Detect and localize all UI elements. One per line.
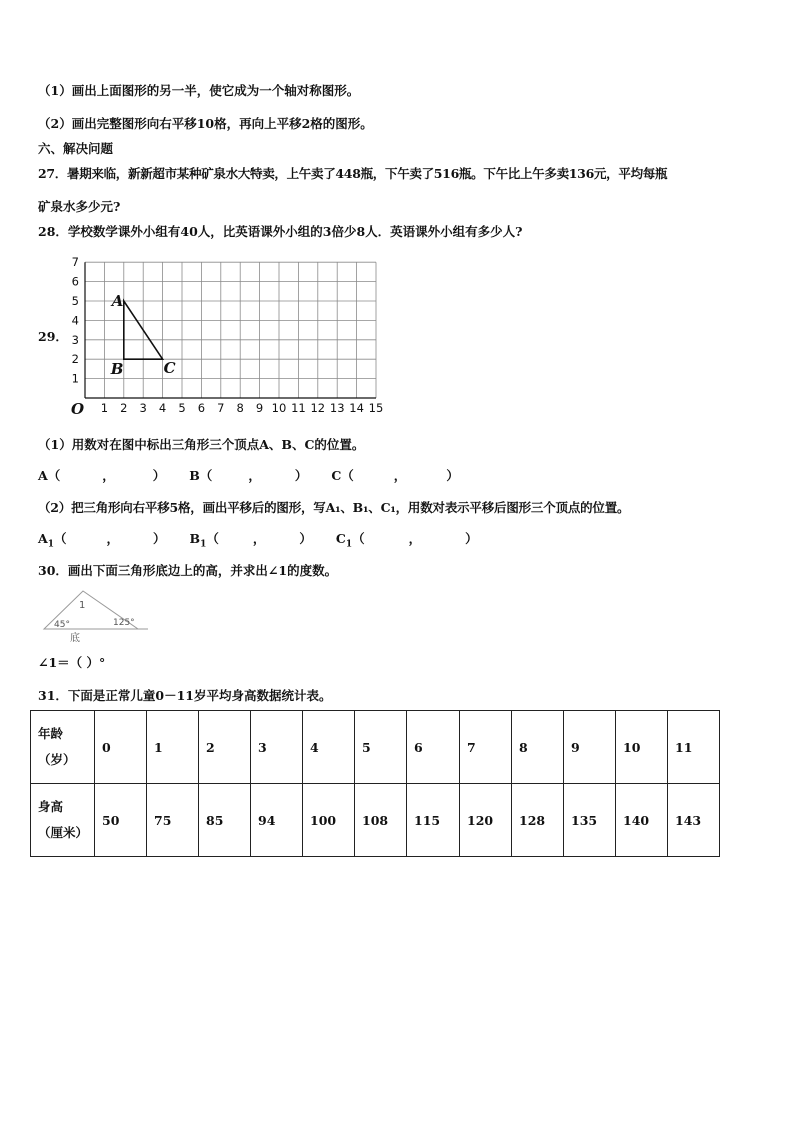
table-cell: 100: [303, 784, 355, 857]
age-header-unit: （岁）: [38, 752, 76, 767]
answer-B-close: ）: [294, 468, 308, 483]
table-cell: 0: [95, 711, 147, 784]
x-tick-label: 2: [120, 401, 128, 415]
table-cell: 3: [251, 711, 303, 784]
answer-C1-close: ）: [465, 531, 478, 546]
answer-B-comma: ，: [248, 468, 261, 483]
table-cell: 143: [668, 784, 720, 857]
answer-C1-open: （: [352, 531, 365, 546]
q30-text: 30．画出下面三角形底边上的高，并求出∠1的度数。: [38, 563, 338, 578]
table-cell: 135: [564, 784, 616, 857]
q27-line2: 矿泉水多少元?: [38, 199, 121, 214]
q29-answer-row1: [38, 468, 459, 484]
answer-B1-comma: ，: [252, 531, 266, 546]
q30-triangle: [38, 588, 148, 644]
height-header-unit: （厘米）: [38, 825, 89, 840]
x-tick-label: 15: [368, 401, 384, 415]
answer-B1-close: ）: [299, 531, 312, 546]
table-cell: 85: [199, 784, 251, 857]
answer-C1-sub: 1: [345, 539, 353, 550]
table-cell: 50: [95, 784, 147, 857]
vertex-B-label: B: [110, 360, 124, 379]
table-cell: 140: [616, 784, 668, 857]
vertex-A-label: A: [111, 292, 124, 310]
y-tick-label: 1: [71, 371, 79, 386]
y-tick-label: 2: [71, 352, 79, 367]
x-tick-label: 14: [349, 401, 364, 415]
q31-text: 31．下面是正常儿童0－11岁平均身高数据统计表。: [38, 688, 332, 703]
x-tick-label: 6: [197, 401, 206, 415]
table-cell: 2: [199, 711, 251, 784]
table-cell: 120: [460, 784, 512, 857]
angle-45-label: 45°: [54, 620, 70, 630]
q27-line1: 27．暑期来临，新新超市某种矿泉水大特卖，上午卖了448瓶，下午卖了516瓶。下午比上午多卖136元，平均每瓶: [38, 166, 668, 181]
table-cell: 11: [668, 711, 720, 784]
q30-answer: ∠1＝（ ）°: [38, 655, 106, 670]
table-cell: 4: [303, 711, 355, 784]
table-cell: 108: [355, 784, 407, 857]
q29-number: 29．: [38, 329, 68, 344]
y-tick-label: 6: [71, 274, 79, 289]
answer-C-open: C（: [331, 468, 354, 483]
origin-label: O: [71, 400, 85, 418]
q29-part2: （2）把三角形向右平移5格，画出平移后的图形，写A₁、B₁、C₁，用数对表示平移后图形三个顶点的位置。: [38, 500, 630, 515]
y-tick-label: 5: [71, 294, 79, 308]
answer-A-open: A（: [38, 468, 61, 483]
height-header-label: 身高: [38, 799, 64, 814]
table-cell: 1: [147, 711, 199, 784]
answer-A1-comma: ，: [106, 531, 119, 546]
x-tick-label: 8: [236, 401, 244, 415]
answer-C1-label: C: [335, 531, 346, 546]
q26-part1: （1）画出上面图形的另一半，使它成为一个轴对称图形。: [38, 83, 360, 98]
answer-B1-sub: 1: [200, 539, 207, 550]
section-title: 六、解决问题: [38, 141, 114, 156]
coordinate-grid: [60, 252, 400, 424]
answer-B1-label: B: [189, 531, 201, 546]
x-tick-label: 13: [329, 401, 345, 415]
answer-A-comma: ，: [102, 468, 115, 483]
answer-B1-open: （: [206, 531, 219, 546]
answer-A1-label: A: [38, 531, 48, 546]
x-tick-label: 7: [217, 401, 225, 415]
answer-C-comma: ，: [393, 468, 407, 483]
table-cell: 8: [512, 711, 564, 784]
angle-1-label: 1: [79, 600, 86, 611]
table-cell: 115: [407, 784, 460, 857]
x-tick-label: 9: [255, 401, 264, 415]
table-cell: 128: [512, 784, 564, 857]
y-tick-label: 4: [71, 313, 79, 328]
q29-answer-row2: [38, 531, 478, 553]
x-tick-label: 11: [291, 401, 306, 415]
q29-part1: （1）用数对在图中标出三角形三个顶点A、B、C的位置。: [38, 437, 365, 452]
x-tick-label: 1: [100, 401, 109, 415]
x-tick-label: 3: [139, 401, 147, 415]
table-row: [31, 784, 720, 857]
age-header: [31, 711, 95, 784]
answer-C-close: ）: [446, 468, 459, 483]
q26-part2: （2）画出完整图形向右平移10格，再向上平移2格的图形。: [38, 116, 373, 131]
x-tick-label: 5: [178, 401, 186, 415]
table-cell: 5: [355, 711, 407, 784]
table-cell: 6: [407, 711, 460, 784]
height-header: [31, 784, 95, 857]
height-table: [30, 710, 720, 857]
x-tick-label: 12: [310, 401, 326, 415]
table-row: [31, 711, 720, 784]
q28-text: 28．学校数学课外小组有40人，比英语课外小组的3倍少8人．英语课外小组有多少人?: [38, 224, 523, 239]
x-tick-label: 10: [271, 401, 287, 415]
answer-A1-sub: 1: [47, 539, 54, 550]
table-cell: 9: [564, 711, 616, 784]
table-cell: 10: [616, 711, 668, 784]
answer-A-close: ）: [152, 468, 166, 483]
answer-C1-comma: ，: [408, 531, 422, 546]
age-header-label: 年龄: [38, 726, 64, 741]
y-tick-label: 7: [71, 255, 79, 270]
answer-B-open: B（: [189, 468, 213, 483]
table-cell: 7: [460, 711, 512, 784]
base-label: 底: [70, 633, 80, 644]
answer-A1-open: （: [53, 531, 67, 546]
x-tick-label: 4: [158, 401, 167, 415]
table-cell: 75: [147, 784, 199, 857]
y-tick-label: 3: [71, 332, 79, 347]
angle-125-label: 125°: [113, 618, 135, 628]
answer-A1-close: ）: [153, 531, 166, 546]
vertex-C-label: C: [163, 359, 176, 378]
table-cell: 94: [251, 784, 303, 857]
coordinate-grid-svg: [60, 252, 400, 420]
